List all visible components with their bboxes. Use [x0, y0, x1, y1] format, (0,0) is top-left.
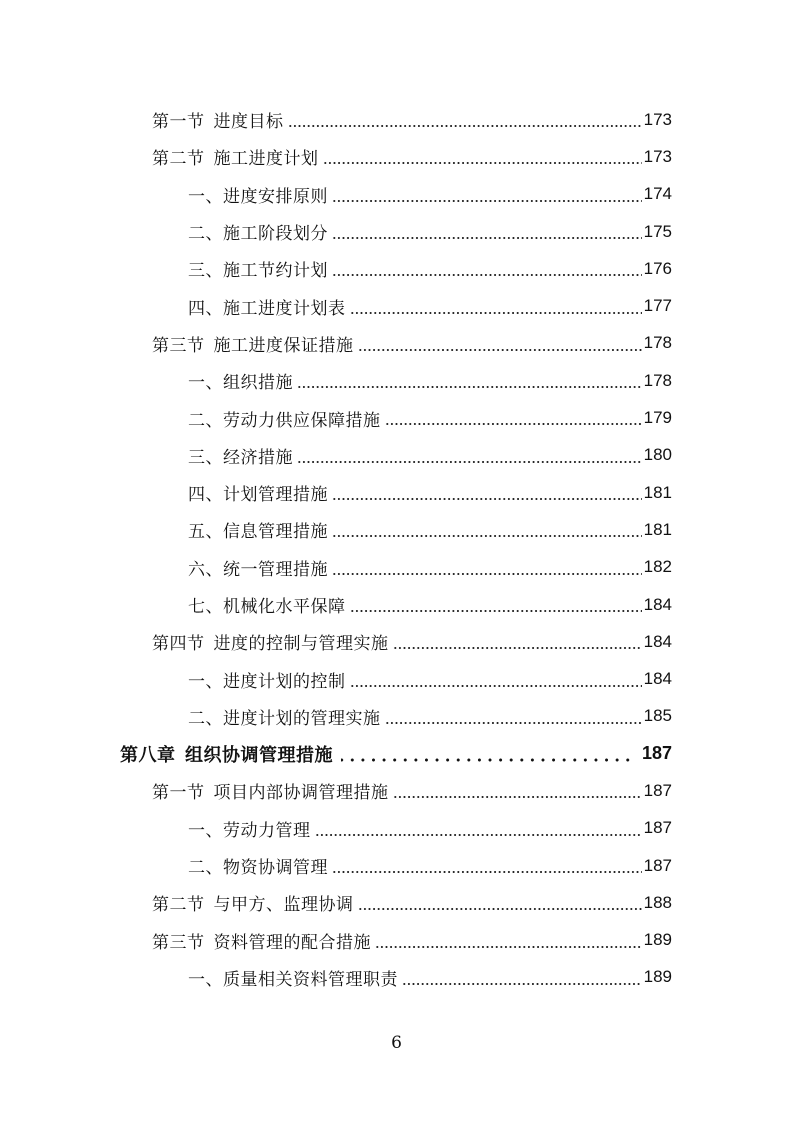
- dot-leader: [288, 106, 642, 133]
- dot-leader: [358, 889, 642, 916]
- toc-entry-page: 181: [643, 482, 672, 502]
- toc-entry-page: 181: [643, 519, 672, 539]
- toc-entry-page: 182: [643, 557, 672, 577]
- dot-leader: [297, 367, 642, 394]
- toc-entry-text: 进度目标: [213, 112, 284, 133]
- toc-entry-text: 进度安排原则: [223, 186, 328, 207]
- toc-entry-text: 经济措施: [223, 447, 293, 468]
- toc-entry-page: 174: [643, 184, 672, 204]
- toc-entry-title: [188, 406, 381, 431]
- toc-entry-page: 189: [643, 930, 672, 950]
- toc-entry-label: 一、: [188, 820, 223, 841]
- dot-leader: [393, 777, 642, 804]
- toc-entry-title: [188, 294, 346, 319]
- toc-entry-text: 质量相关资料管理职责: [223, 969, 398, 990]
- toc-entry-title: [188, 667, 346, 692]
- toc-entry-item[interactable]: [0, 847, 793, 884]
- toc-entry-title: [188, 853, 328, 878]
- dot-leader: [393, 628, 642, 655]
- toc-entry-title: [188, 443, 293, 468]
- toc-entry-title: [188, 182, 328, 207]
- table-of-contents: [0, 101, 793, 996]
- toc-entry-item[interactable]: [0, 549, 793, 586]
- toc-entry-title: [188, 816, 311, 841]
- toc-entry-label: 一、: [188, 969, 223, 990]
- page-number: 6: [391, 1033, 402, 1053]
- toc-entry-page: 187: [643, 780, 672, 800]
- toc-entry-title: [152, 107, 284, 132]
- toc-entry-label: 一、: [188, 671, 223, 692]
- toc-entry-title: [152, 778, 389, 803]
- toc-entry-label: 一、: [188, 373, 223, 394]
- dot-leader: [375, 927, 642, 954]
- toc-entry-label: 第二节: [152, 149, 205, 170]
- toc-entry-item[interactable]: [0, 399, 793, 436]
- toc-entry-section[interactable]: [0, 922, 793, 959]
- toc-entry-title: [188, 480, 328, 505]
- toc-entry-label: 二、: [188, 224, 223, 245]
- toc-entry-label: 第一节: [152, 783, 205, 804]
- toc-entry-page: 175: [643, 221, 672, 241]
- toc-entry-item[interactable]: [0, 698, 793, 735]
- toc-entry-text: 进度计划的控制: [223, 671, 346, 692]
- dot-leader: [332, 554, 642, 581]
- toc-entry-page: 189: [643, 967, 672, 987]
- toc-entry-label: 二、: [188, 858, 223, 879]
- toc-entry-text: 组织措施: [223, 373, 293, 394]
- toc-entry-text: 施工进度计划表: [223, 298, 346, 319]
- toc-entry-item[interactable]: [0, 959, 793, 996]
- toc-entry-item[interactable]: [0, 250, 793, 287]
- dot-leader: [350, 666, 642, 693]
- toc-entry-title: [188, 219, 328, 244]
- toc-entry-label: 二、: [188, 708, 223, 729]
- toc-entry-title: [120, 741, 333, 767]
- toc-entry-label: 一、: [188, 186, 223, 207]
- toc-entry-page: 185: [643, 706, 672, 726]
- dot-leader: [402, 964, 642, 991]
- toc-entry-label: 第三节: [152, 932, 205, 953]
- toc-entry-text: 进度的控制与管理实施: [213, 634, 389, 655]
- toc-entry-page: 187: [643, 818, 672, 838]
- toc-entry-item[interactable]: [0, 586, 793, 623]
- toc-entry-section[interactable]: [0, 884, 793, 921]
- toc-entry-section[interactable]: [0, 138, 793, 175]
- toc-entry-page: 178: [643, 333, 672, 353]
- dot-leader: [332, 181, 642, 208]
- toc-entry-page: 176: [643, 258, 672, 278]
- toc-entry-page: 188: [643, 892, 672, 912]
- toc-entry-page: 177: [643, 296, 672, 316]
- toc-entry-section[interactable]: [0, 623, 793, 660]
- dot-leader: [385, 404, 642, 431]
- toc-entry-page: 180: [643, 445, 672, 465]
- toc-entry-page: 173: [643, 146, 672, 166]
- toc-entry-text: 施工进度计划: [213, 149, 319, 170]
- toc-entry-page: 184: [643, 631, 672, 651]
- toc-entry-text: 组织协调管理措施: [185, 744, 333, 766]
- toc-entry-title: [188, 256, 328, 281]
- toc-entry-text: 进度计划的管理实施: [223, 708, 381, 729]
- toc-entry-item[interactable]: [0, 287, 793, 324]
- toc-entry-title: [188, 704, 381, 729]
- toc-entry-text: 物资协调管理: [223, 858, 328, 879]
- toc-entry-page: 187: [641, 743, 672, 764]
- toc-entry-label: 第八章: [120, 744, 176, 766]
- toc-entry-title: [152, 629, 389, 654]
- toc-entry-title: [152, 331, 354, 356]
- toc-entry-label: 第二节: [152, 895, 205, 916]
- toc-entry-text: 信息管理措施: [223, 522, 328, 543]
- dot-leader: [358, 330, 642, 357]
- dot-leader: [332, 255, 642, 282]
- toc-entry-page: 178: [643, 370, 672, 390]
- dot-leader: [332, 218, 642, 245]
- toc-entry-page: 184: [643, 594, 672, 614]
- toc-entry-title: [188, 592, 346, 617]
- toc-entry-text: 与甲方、监理协调: [213, 895, 354, 916]
- toc-entry-label: 第四节: [152, 634, 205, 655]
- toc-entry-label: 五、: [188, 522, 223, 543]
- toc-entry-label: 四、: [188, 298, 223, 319]
- toc-entry-section[interactable]: [0, 325, 793, 362]
- toc-entry-label: 七、: [188, 597, 223, 617]
- toc-entry-chapter[interactable]: [0, 735, 793, 772]
- toc-entry-item[interactable]: [0, 474, 793, 511]
- toc-entry-item[interactable]: [0, 437, 793, 474]
- toc-entry-label: 第一节: [152, 112, 205, 133]
- toc-entry-title: [152, 928, 371, 953]
- toc-entry-label: 二、: [188, 410, 223, 431]
- toc-entry-title: [188, 965, 398, 990]
- dot-leader: [332, 852, 642, 879]
- toc-entry-page: 184: [643, 669, 672, 689]
- toc-entry-text: 劳动力供应保障措施: [223, 410, 381, 431]
- toc-entry-item[interactable]: [0, 511, 793, 548]
- toc-entry-label: 四、: [188, 485, 223, 506]
- dot-leader: [385, 703, 642, 730]
- toc-entry-text: 施工节约计划: [223, 261, 328, 282]
- dot-leader: [350, 293, 642, 320]
- toc-entry-item[interactable]: [0, 362, 793, 399]
- toc-entry-page: 173: [643, 109, 672, 129]
- toc-entry-label: 六、: [188, 559, 223, 580]
- toc-entry-label: 三、: [188, 447, 223, 468]
- toc-entry-item[interactable]: [0, 810, 793, 847]
- dot-leader: [341, 739, 634, 768]
- dot-leader: [350, 591, 642, 618]
- toc-entry-label: 第三节: [152, 335, 205, 356]
- toc-entry-item[interactable]: [0, 213, 793, 250]
- toc-entry-title: [152, 890, 354, 915]
- toc-entry-text: 项目内部协调管理措施: [213, 783, 389, 804]
- toc-entry-section[interactable]: [0, 101, 793, 138]
- toc-entry-text: 施工进度保证措施: [213, 335, 354, 356]
- toc-entry-section[interactable]: [0, 772, 793, 809]
- toc-entry-title: [188, 368, 293, 393]
- toc-entry-item[interactable]: [0, 660, 793, 697]
- toc-entry-page: 187: [643, 855, 672, 875]
- toc-entry-text: 统一管理措施: [223, 559, 328, 580]
- toc-entry-text: 机械化水平保障: [223, 597, 346, 617]
- dot-leader: [332, 479, 642, 506]
- toc-entry-title: [188, 517, 328, 542]
- toc-entry-text: 计划管理措施: [223, 485, 328, 506]
- toc-entry-label: 三、: [188, 261, 223, 282]
- toc-entry-title: [188, 555, 328, 580]
- toc-entry-page: 179: [643, 408, 672, 428]
- dot-leader: [332, 516, 642, 543]
- dot-leader: [315, 815, 642, 842]
- toc-entry-text: 施工阶段划分: [223, 224, 328, 245]
- toc-entry-text: 资料管理的配合措施: [213, 932, 371, 953]
- dot-leader: [323, 143, 642, 170]
- toc-entry-text: 劳动力管理: [223, 820, 311, 841]
- toc-entry-title: [152, 144, 319, 169]
- dot-leader: [297, 442, 642, 469]
- toc-entry-item[interactable]: [0, 176, 793, 213]
